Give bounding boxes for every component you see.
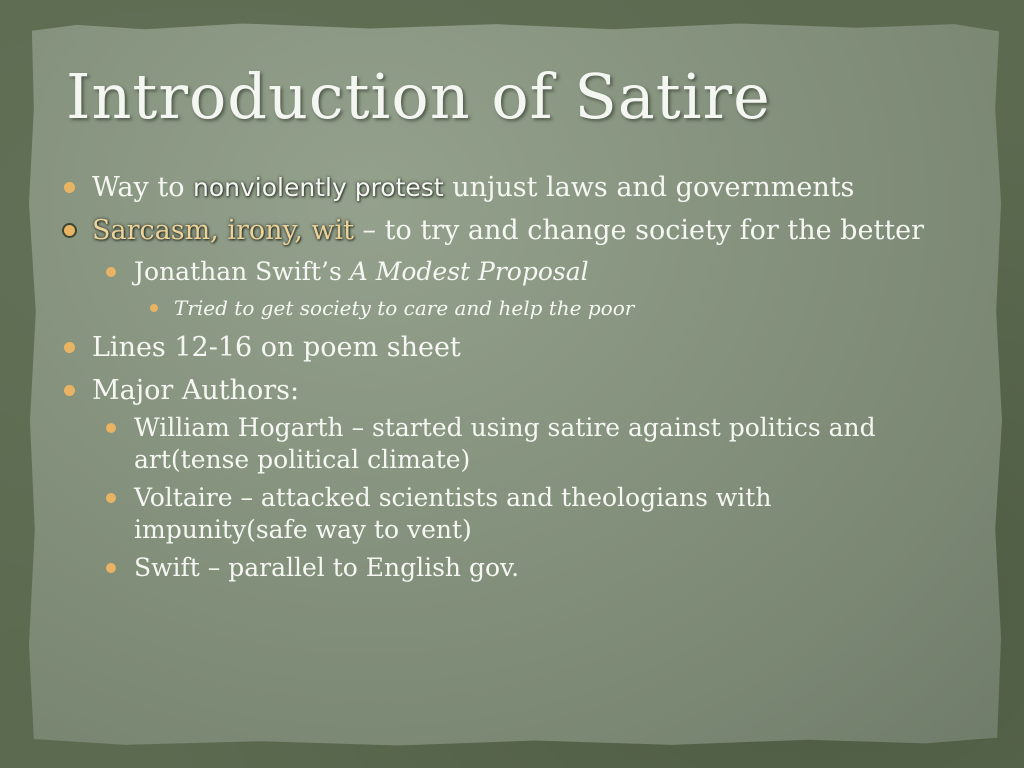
sub-bullet-item xyxy=(62,552,942,584)
slide-title: Introduction of Satire xyxy=(66,60,771,133)
bullet-dot-icon xyxy=(106,563,116,573)
sub-bullet-item xyxy=(62,412,942,476)
sub-bullet-text: William Hogarth – started using satire against politics and art(tense political climate) xyxy=(134,413,876,474)
bullet-dot-icon xyxy=(106,423,116,433)
highlighted-phrase: nonviolently protest xyxy=(193,173,444,202)
bullet-dot-icon xyxy=(64,182,75,193)
bullet-dot-icon xyxy=(64,342,75,353)
bullet-item xyxy=(62,170,942,205)
work-title: A Modest Proposal xyxy=(349,257,589,286)
sub-bullet-text: Swift – parallel to English gov. xyxy=(134,553,520,582)
bullet-text: Lines 12-16 on poem sheet xyxy=(92,332,461,363)
highlighted-phrase: Sarcasm, irony, wit xyxy=(92,215,354,246)
bullet-dot-icon xyxy=(106,267,116,277)
bullet-dot-icon xyxy=(150,304,158,312)
bullet-item xyxy=(62,373,942,408)
bullet-item xyxy=(62,213,942,248)
sub-sub-bullet-item xyxy=(62,294,942,322)
slide-content xyxy=(62,170,942,590)
sub-bullet-item xyxy=(62,256,942,288)
bullet-text: Major Authors: xyxy=(92,375,300,406)
bullet-text: – to try and change society for the better xyxy=(353,215,925,246)
sub-bullet-text: Jonathan Swift’s xyxy=(134,257,350,286)
sub-sub-bullet-text: Tried to get society to care and help the poor xyxy=(174,296,635,320)
bullet-item xyxy=(62,330,942,365)
bullet-dot-icon xyxy=(64,385,75,396)
bullet-dot-icon xyxy=(106,493,116,503)
sub-bullet-text: Voltaire – attacked scientists and theologians with impunity(safe way to vent) xyxy=(134,483,772,544)
bullet-dot-icon xyxy=(64,225,75,236)
bullet-text: Way to xyxy=(92,172,194,203)
sub-bullet-item xyxy=(62,482,942,546)
bullet-text: unjust laws and governments xyxy=(443,172,855,203)
